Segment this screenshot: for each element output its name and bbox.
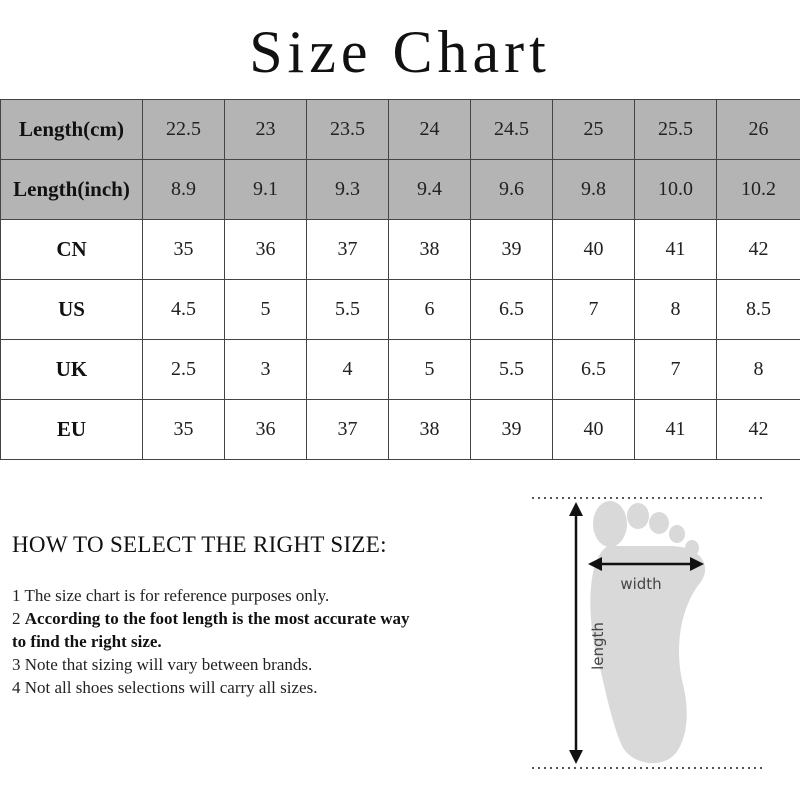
guide-heading: HOW TO SELECT THE RIGHT SIZE: bbox=[12, 532, 387, 557]
table-cell: 9.8 bbox=[553, 160, 635, 220]
row-label: Length(inch) bbox=[1, 160, 143, 220]
width-label: width bbox=[620, 575, 662, 593]
table-cell: 39 bbox=[471, 400, 553, 460]
table-cell: 40 bbox=[553, 220, 635, 280]
table-cell: 42 bbox=[717, 400, 800, 460]
table-cell: 9.4 bbox=[389, 160, 471, 220]
note-number: 3 bbox=[12, 655, 21, 674]
foot-silhouette-icon bbox=[590, 501, 705, 763]
table-cell: 40 bbox=[553, 400, 635, 460]
table-cell: 10.0 bbox=[635, 160, 717, 220]
table-cell: 38 bbox=[389, 400, 471, 460]
page-title: Size Chart bbox=[249, 19, 551, 85]
table-row bbox=[1, 280, 800, 340]
table-cell: 2.5 bbox=[143, 340, 225, 400]
table-cell: 4.5 bbox=[143, 280, 225, 340]
table-cell: 24 bbox=[389, 100, 471, 160]
table-cell: 7 bbox=[553, 280, 635, 340]
size-chart-table bbox=[0, 99, 800, 460]
table-cell: 8 bbox=[635, 280, 717, 340]
row-label: EU bbox=[1, 400, 143, 460]
note-number: 2 bbox=[12, 609, 21, 628]
table-cell: 35 bbox=[143, 220, 225, 280]
table-cell: 8.5 bbox=[717, 280, 800, 340]
table-cell: 38 bbox=[389, 220, 471, 280]
table-cell: 8 bbox=[717, 340, 800, 400]
table-cell: 42 bbox=[717, 220, 800, 280]
length-label: length bbox=[589, 622, 607, 670]
table-row bbox=[1, 160, 800, 220]
table-cell: 22.5 bbox=[143, 100, 225, 160]
table-cell: 5.5 bbox=[307, 280, 389, 340]
table-cell: 37 bbox=[307, 220, 389, 280]
table-cell: 9.1 bbox=[225, 160, 307, 220]
row-label: UK bbox=[1, 340, 143, 400]
table-cell: 36 bbox=[225, 400, 307, 460]
table-cell: 36 bbox=[225, 220, 307, 280]
table-cell: 25 bbox=[553, 100, 635, 160]
row-label: US bbox=[1, 280, 143, 340]
table-cell: 39 bbox=[471, 220, 553, 280]
table-cell: 4 bbox=[307, 340, 389, 400]
table-cell: 37 bbox=[307, 400, 389, 460]
foot-measure-diagram bbox=[520, 488, 790, 778]
table-cell: 24.5 bbox=[471, 100, 553, 160]
table-cell: 23 bbox=[225, 100, 307, 160]
table-cell: 9.3 bbox=[307, 160, 389, 220]
table-row bbox=[1, 400, 800, 460]
table-row bbox=[1, 340, 800, 400]
table-cell: 35 bbox=[143, 400, 225, 460]
table-cell: 41 bbox=[635, 400, 717, 460]
note-number: 4 bbox=[12, 678, 21, 697]
note-number: 1 bbox=[12, 586, 21, 605]
note-3 bbox=[12, 653, 412, 676]
note-2 bbox=[12, 607, 412, 653]
length-arrow-icon bbox=[569, 502, 583, 764]
note-4 bbox=[12, 676, 412, 699]
table-cell: 7 bbox=[635, 340, 717, 400]
table-row bbox=[1, 220, 800, 280]
table-cell: 23.5 bbox=[307, 100, 389, 160]
table-cell: 41 bbox=[635, 220, 717, 280]
table-cell: 6.5 bbox=[553, 340, 635, 400]
note-text: Note that sizing will vary between brands. bbox=[24, 655, 313, 674]
table-cell: 26 bbox=[717, 100, 800, 160]
note-1 bbox=[12, 584, 412, 607]
guide-notes bbox=[12, 584, 412, 699]
table-cell: 25.5 bbox=[635, 100, 717, 160]
row-label: Length(cm) bbox=[1, 100, 143, 160]
note-text-bold: According to the foot length is the most accurate way to find the right size. bbox=[12, 609, 410, 651]
note-text: Not all shoes selections will carry all sizes. bbox=[24, 678, 318, 697]
table-cell: 6.5 bbox=[471, 280, 553, 340]
table-cell: 6 bbox=[389, 280, 471, 340]
table-cell: 10.2 bbox=[717, 160, 800, 220]
table-cell: 5.5 bbox=[471, 340, 553, 400]
note-text: The size chart is for reference purposes only. bbox=[24, 586, 330, 605]
table-cell: 5 bbox=[225, 280, 307, 340]
table-row bbox=[1, 100, 800, 160]
table-cell: 5 bbox=[389, 340, 471, 400]
table-cell: 3 bbox=[225, 340, 307, 400]
row-label: CN bbox=[1, 220, 143, 280]
table-cell: 8.9 bbox=[143, 160, 225, 220]
table-cell: 9.6 bbox=[471, 160, 553, 220]
